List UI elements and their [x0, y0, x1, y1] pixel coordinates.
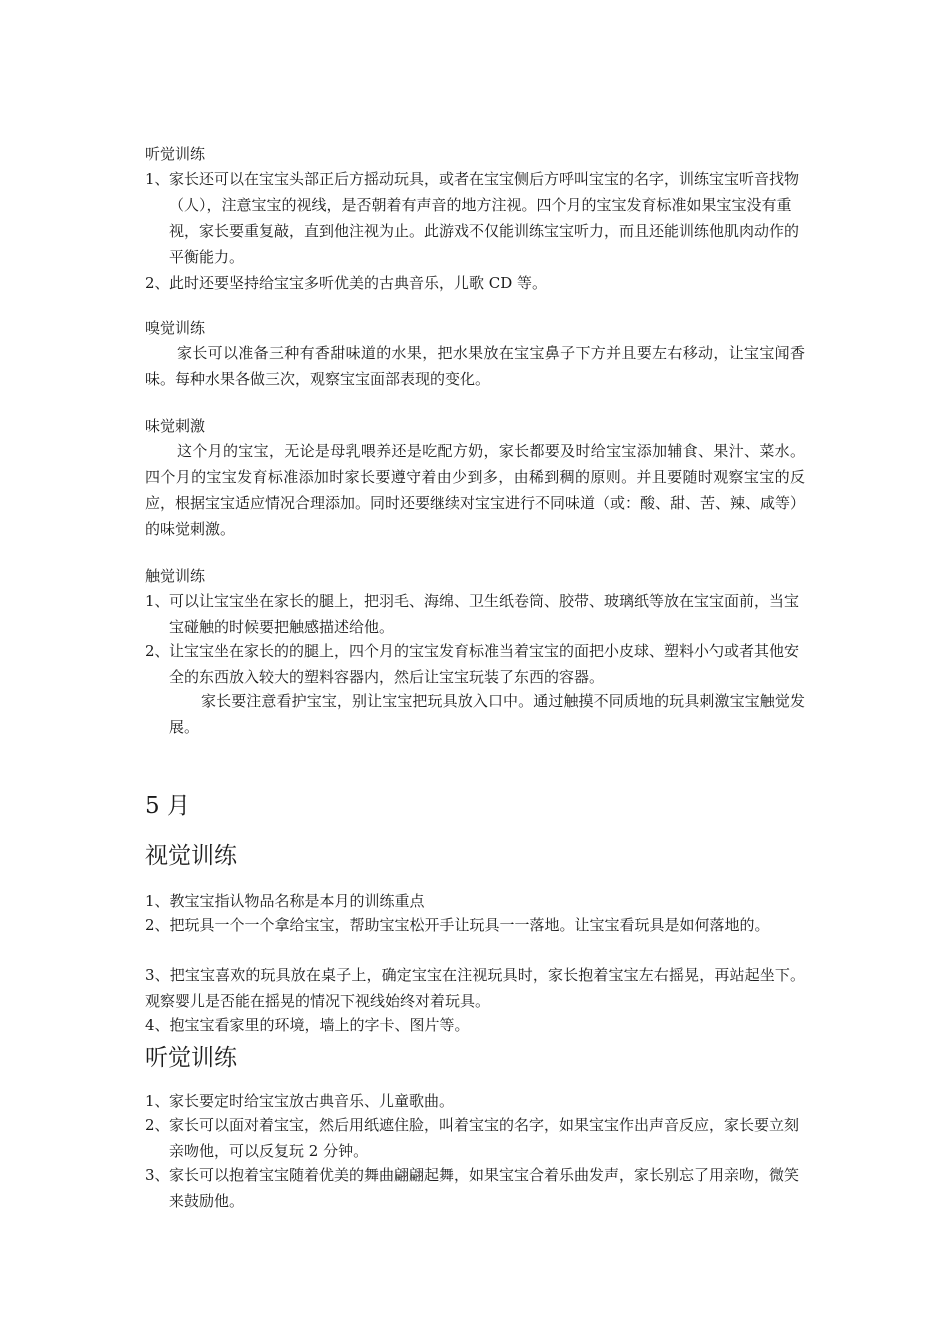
- list-number: 1、: [145, 170, 170, 188]
- list-number: 2、: [145, 274, 170, 292]
- list-item: [145, 1162, 805, 1214]
- list-item: [145, 638, 805, 690]
- list-item: [145, 1112, 805, 1164]
- section-body-taste: 这个月的宝宝，无论是母乳喂养还是吃配方奶，家长都要及时给宝宝添加辅食、果汁、菜水。四个月的宝宝发育标准添加时家长要遵守着由少到多，由稀到稠的原则。并且要随时观察宝宝的反应，根据宝宝适应情况合理添加。同时还要继续对宝宝进行不同味道（或：酸、甜、苦、辣、咸等）的味觉刺激。: [145, 442, 806, 538]
- section-title-touch: 触觉训练: [145, 567, 206, 585]
- list-item: 4、抱宝宝看家里的环境，墙上的字卡、图片等。: [145, 1016, 470, 1034]
- list-text: 家长要定时给宝宝放古典音乐、儿童歌曲。: [169, 1092, 455, 1110]
- list-text: 家长还可以在宝宝头部正后方摇动玩具，或者在宝宝侧后方呼叫宝宝的名字，训练宝宝听音找物（人），注意宝宝的视线，是否朝着有声音的地方注视。四个月的宝宝发育标准如果宝宝没有重视，家长要重复敲，直到他注视为止。此游戏不仅能训练宝宝听力，而且还能训练他肌肉动作的平衡能力。: [169, 170, 800, 266]
- section-note-touch: 家长要注意看护宝宝，别让宝宝把玩具放入口中。通过触摸不同质地的玩具刺激宝宝触觉发展。: [169, 692, 805, 736]
- list-item: 1、教宝宝指认物品名称是本月的训练重点: [145, 892, 425, 910]
- month-heading: 5 月: [145, 793, 190, 819]
- section-body-smell: 家长可以准备三种有香甜味道的水果，把水果放在宝宝鼻子下方并且要左右移动，让宝宝闻香味。每种水果各做三次，观察宝宝面部表现的变化。: [145, 344, 805, 388]
- list-item: [145, 166, 805, 270]
- section-title-vision: 视觉训练: [145, 843, 237, 869]
- list-item: 2、把玩具一个一个拿给宝宝，帮助宝宝松开手让玩具一一落地。让宝宝看玩具是如何落地的。: [145, 916, 770, 934]
- list-item: [145, 588, 805, 640]
- list-text: 让宝宝坐在家长的的腿上，四个月的宝宝发育标准当着宝宝的面把小皮球、塑料小勺或者其他安全的东西放入较大的塑料容器内，然后让宝宝玩装了东西的容器。: [169, 642, 800, 686]
- section-title-hearing-5: 听觉训练: [145, 1045, 237, 1071]
- list-number: 1、: [145, 592, 170, 610]
- list-number: 2、: [145, 1116, 170, 1134]
- list-number: 2、: [145, 642, 170, 660]
- list-text: 家长可以抱着宝宝随着优美的舞曲翩翩起舞，如果宝宝合着乐曲发声，家长别忘了用亲吻，微笑来鼓励他。: [169, 1166, 800, 1210]
- list-number: 3、: [145, 1166, 170, 1184]
- list-number: 1、: [145, 1092, 170, 1110]
- list-item: [145, 1088, 805, 1114]
- list-text: 可以让宝宝坐在家长的腿上，把羽毛、海绵、卫生纸卷筒、胶带、玻璃纸等放在宝宝面前，当宝宝碰触的时候要把触感描述给他。: [169, 592, 800, 636]
- section-title-taste: 味觉刺激: [145, 417, 206, 435]
- section-title-smell: 嗅觉训练: [145, 319, 206, 337]
- list-item: 3、把宝宝喜欢的玩具放在桌子上，确定宝宝在注视玩具时，家长抱着宝宝左右摇晃，再站起坐下。观察婴儿是否能在摇晃的情况下视线始终对着玩具。: [145, 966, 805, 1010]
- section-title-hearing: 听觉训练: [145, 145, 206, 163]
- list-text: 此时还要坚持给宝宝多听优美的古典音乐，儿歌 CD 等。: [169, 274, 548, 292]
- list-item: [145, 270, 805, 296]
- list-text: 家长可以面对着宝宝，然后用纸遮住脸，叫着宝宝的名字，如果宝宝作出声音反应，家长要立刻亲吻他，可以反复玩 2 分钟。: [169, 1116, 800, 1160]
